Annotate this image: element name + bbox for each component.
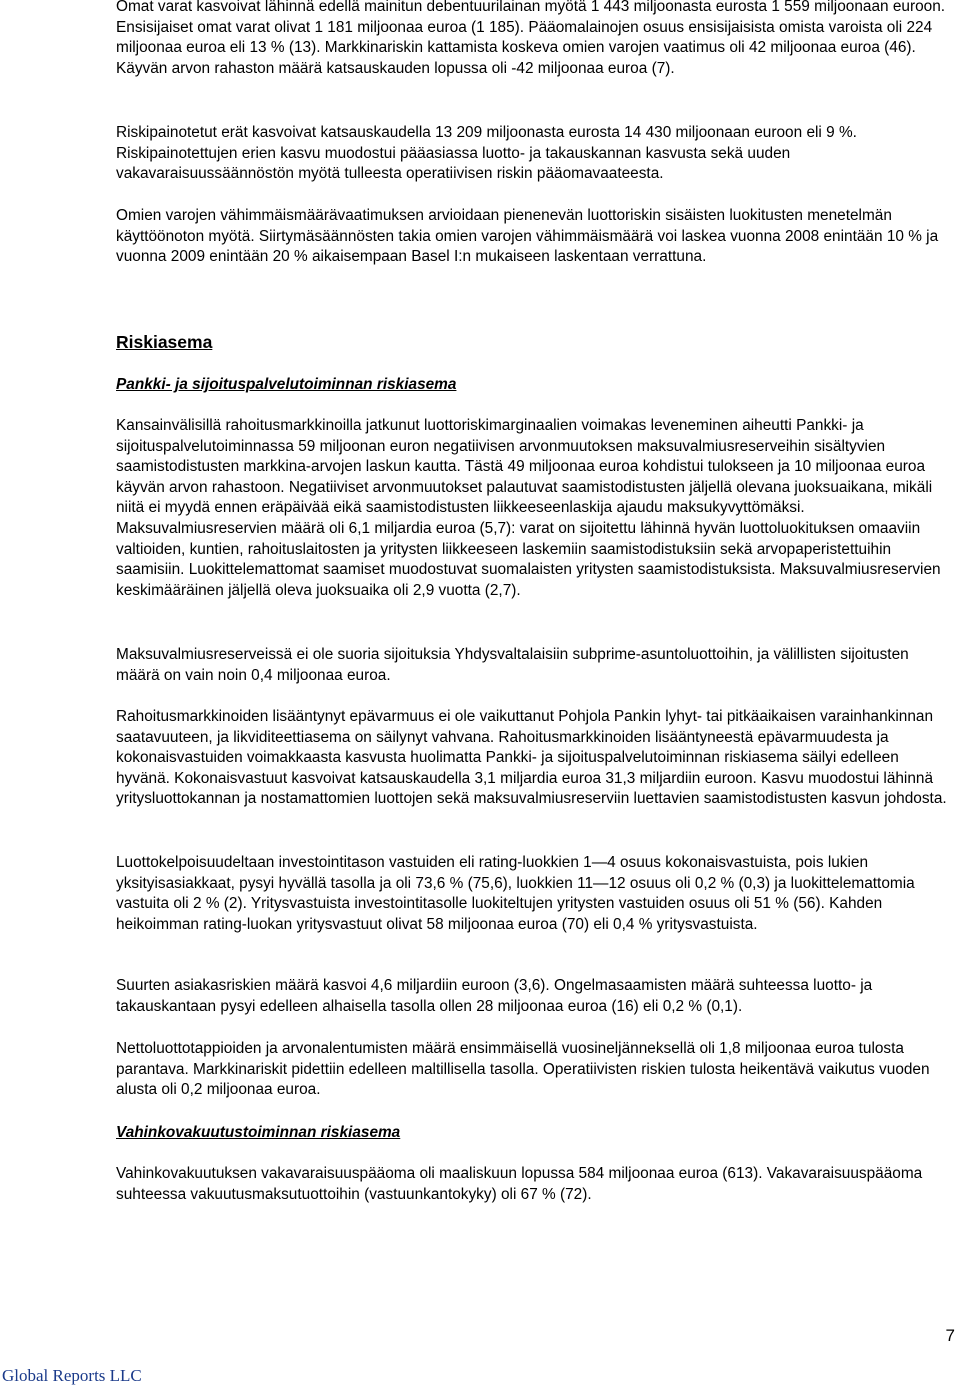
paragraph-solvency-capital: Vahinkovakuutuksen vakavaraisuuspääoma oli maaliskuun lopussa 584 miljoonaa euroa (613). Vakavaraisuuspääoma suhteessa vakuutusmaksutuottoihin (vastuunkantokyky) oli 67 % (72).: [116, 1165, 923, 1203]
paragraph-own-funds: Omat varat kasvoivat lähinnä edellä mainitun debentuurilainan myötä 1 443 miljoonasta eurosta 1 559 miljoonaan euroon. Ensisijaiset omat varat olivat 1 181 miljoonaa euroa (1 185). Pääomalainojen osuus ensisijaisista omista varoista oli 224 miljoonaa euroa eli 13 % (13). Markkinariskin kattamista koskeva omien varojen vaatimus oli 42 miljoonaa euroa (46). Käyvän arvon rahaston määrä katsauskauden lopussa oli -42 miljoonaa euroa (7).: [116, 0, 946, 77]
paragraph-large-exposures: Suurten asiakasriskien määrä kasvoi 4,6 miljardiin euroon (3,6). Ongelmasaamisten määrä suhteessa luotto- ja takauskantaan pysyi edelleen alhaisella tasolla ollen 28 miljoonaa euroa (16) eli 0,2 % (0,1).: [116, 977, 873, 1015]
paragraph-subprime: Maksuvalmiusreserveissä ei ole suoria sijoituksia Yhdysvaltalaisiin subprime-asuntoluottoihin, ja välillisten sijoitusten määrä on vain noin 0,4 miljoonaa euroa.: [116, 646, 909, 684]
heading-non-life-risk-position: Vahinkovakuutustoiminnan riskiasema: [116, 1124, 401, 1141]
heading-banking-risk-position: Pankki- ja sijoituspalvelutoiminnan riskiasema: [116, 376, 457, 393]
paragraph-capital-requirement: Omien varojen vähimmäismäärävaatimuksen arvioidaan pienenevän luottoriskin sisäisten luokitusten menetelmän käyttöönoton myötä. Siirtymäsäännösten takia omien varojen vähimmäismäärä voi laskea vuonna 2008 enintään 10 % ja vuonna 2009 enintään 20 % aikaisempaan Basel I:n mukaiseen laskentaan verrattuna.: [116, 207, 939, 266]
paragraph-market-uncertainty: Rahoitusmarkkinoiden lisääntynyt epävarmuus ei ole vaikuttanut Pohjola Pankin lyhyt- tai pitkäaikaisen varainhankinnan saatavuuteen, ja likviditeettiasema on säilynyt vahvana. Rahoitusmarkkinoiden lisääntyneestä epävarmuudesta ja kokonaisvastuiden voimakkaasta kasvusta huolimatta Pankki- ja sijoituspalvelutoiminnan riskiasema säilyi edelleen hyvänä. Kokonaisvastuut kasvoivat katsauskaudella 3,1 miljardia euroa 31,3 miljardiin euroon. Kasvu muodostui lähinnä yritysluottokannan ja nostamattomien luottojen sekä maksuvalmiusreserviin luettavien saamistodistusten kasvun johdosta.: [116, 708, 947, 808]
watermark-text: Global Reports LLC: [2, 1366, 142, 1385]
page-number: 7: [945, 1326, 955, 1345]
paragraph-credit-quality: Luottokelpoisuudeltaan investointitason vastuiden eli rating-luokkien 1—4 osuus kokonaisvastuista, pois lukien yksityisasiakkaat, pysyi hyvällä tasolla ja oli 73,6 % (75,6), luokkien 11—12 osuus oli 0,2 % (0,3) ja luokittelemattomia vastuita oli 2 % (2). Yritysvastuista investointitasolle luokiteltujen yritysten vastuiden osuus oli 51 % (56). Kahden heikoimman rating-luokan yritysvastuut olivat 58 miljoonaa euroa (70) eli 0,4 % yritysvastuista.: [116, 854, 915, 933]
paragraph-risk-weighted-items: Riskipainotetut erät kasvoivat katsauskaudella 13 209 miljoonasta eurosta 14 430 miljoonaan euroon eli 9 %. Riskipainotettujen erien kasvu muodostui pääasiassa luotto- ja takauskannan kasvusta sekä uuden vakavaraisuussäännöstön myötä tulleesta operatiivisen riskin pääomavaateesta.: [116, 124, 857, 183]
heading-riskiasema: Riskiasema: [116, 332, 213, 352]
paragraph-liquidity-reserves: Kansainvälisillä rahoitusmarkkinoilla jatkunut luottoriskimarginaalien voimakas leveneminen aiheutti Pankki- ja sijoituspalvelutoiminnassa 59 miljoonan euron negatiivisen arvonmuutoksen maksuvalmiusreserveihin sisältyvien saamistodistusten markkina-arvojen laskun kautta. Tästä 49 miljoonaa euroa kohdistui tulokseen ja 10 miljoonaa euroa käyvän arvon rahastoon. Negatiiviset arvonmuutokset palautuvat saamistodistusten jäljellä olevana juoksuaikana, mikäli niitä ei myydä ennen eräpäivää eikä saamistodistusten liikkeeseenlaskija ajaudu maksukyvyttömäksi. Maksuvalmiusreservien määrä oli 6,1 miljardia euroa (5,7): varat on sijoitettu lähinnä hyvän luottoluokituksen omaaviin valtioiden, kuntien, rahoituslaitosten ja yritysten liikkeeseen laskemiin saamistodistuksiin sekä arvopaperistettuihin saamisiin. Luokittelemattomat saamiset muodostuvat suomalaisten yritysten saamistodistuksista. Maksuvalmiusreservien keskimääräinen jäljellä oleva juoksuaika oli 2,9 vuotta (2,7).: [116, 417, 941, 599]
paragraph-loan-losses: Nettoluottotappioiden ja arvonalentumisten määrä ensimmäisellä vuosineljänneksellä oli 1,8 miljoonaa euroa tulosta parantava. Markkinariskit pidettiin edelleen maltillisella tasolla. Operatiivisten riskien tulosta heikentävä vaikutus vuoden alusta oli 0,2 miljoonaa euroa.: [116, 1040, 930, 1099]
